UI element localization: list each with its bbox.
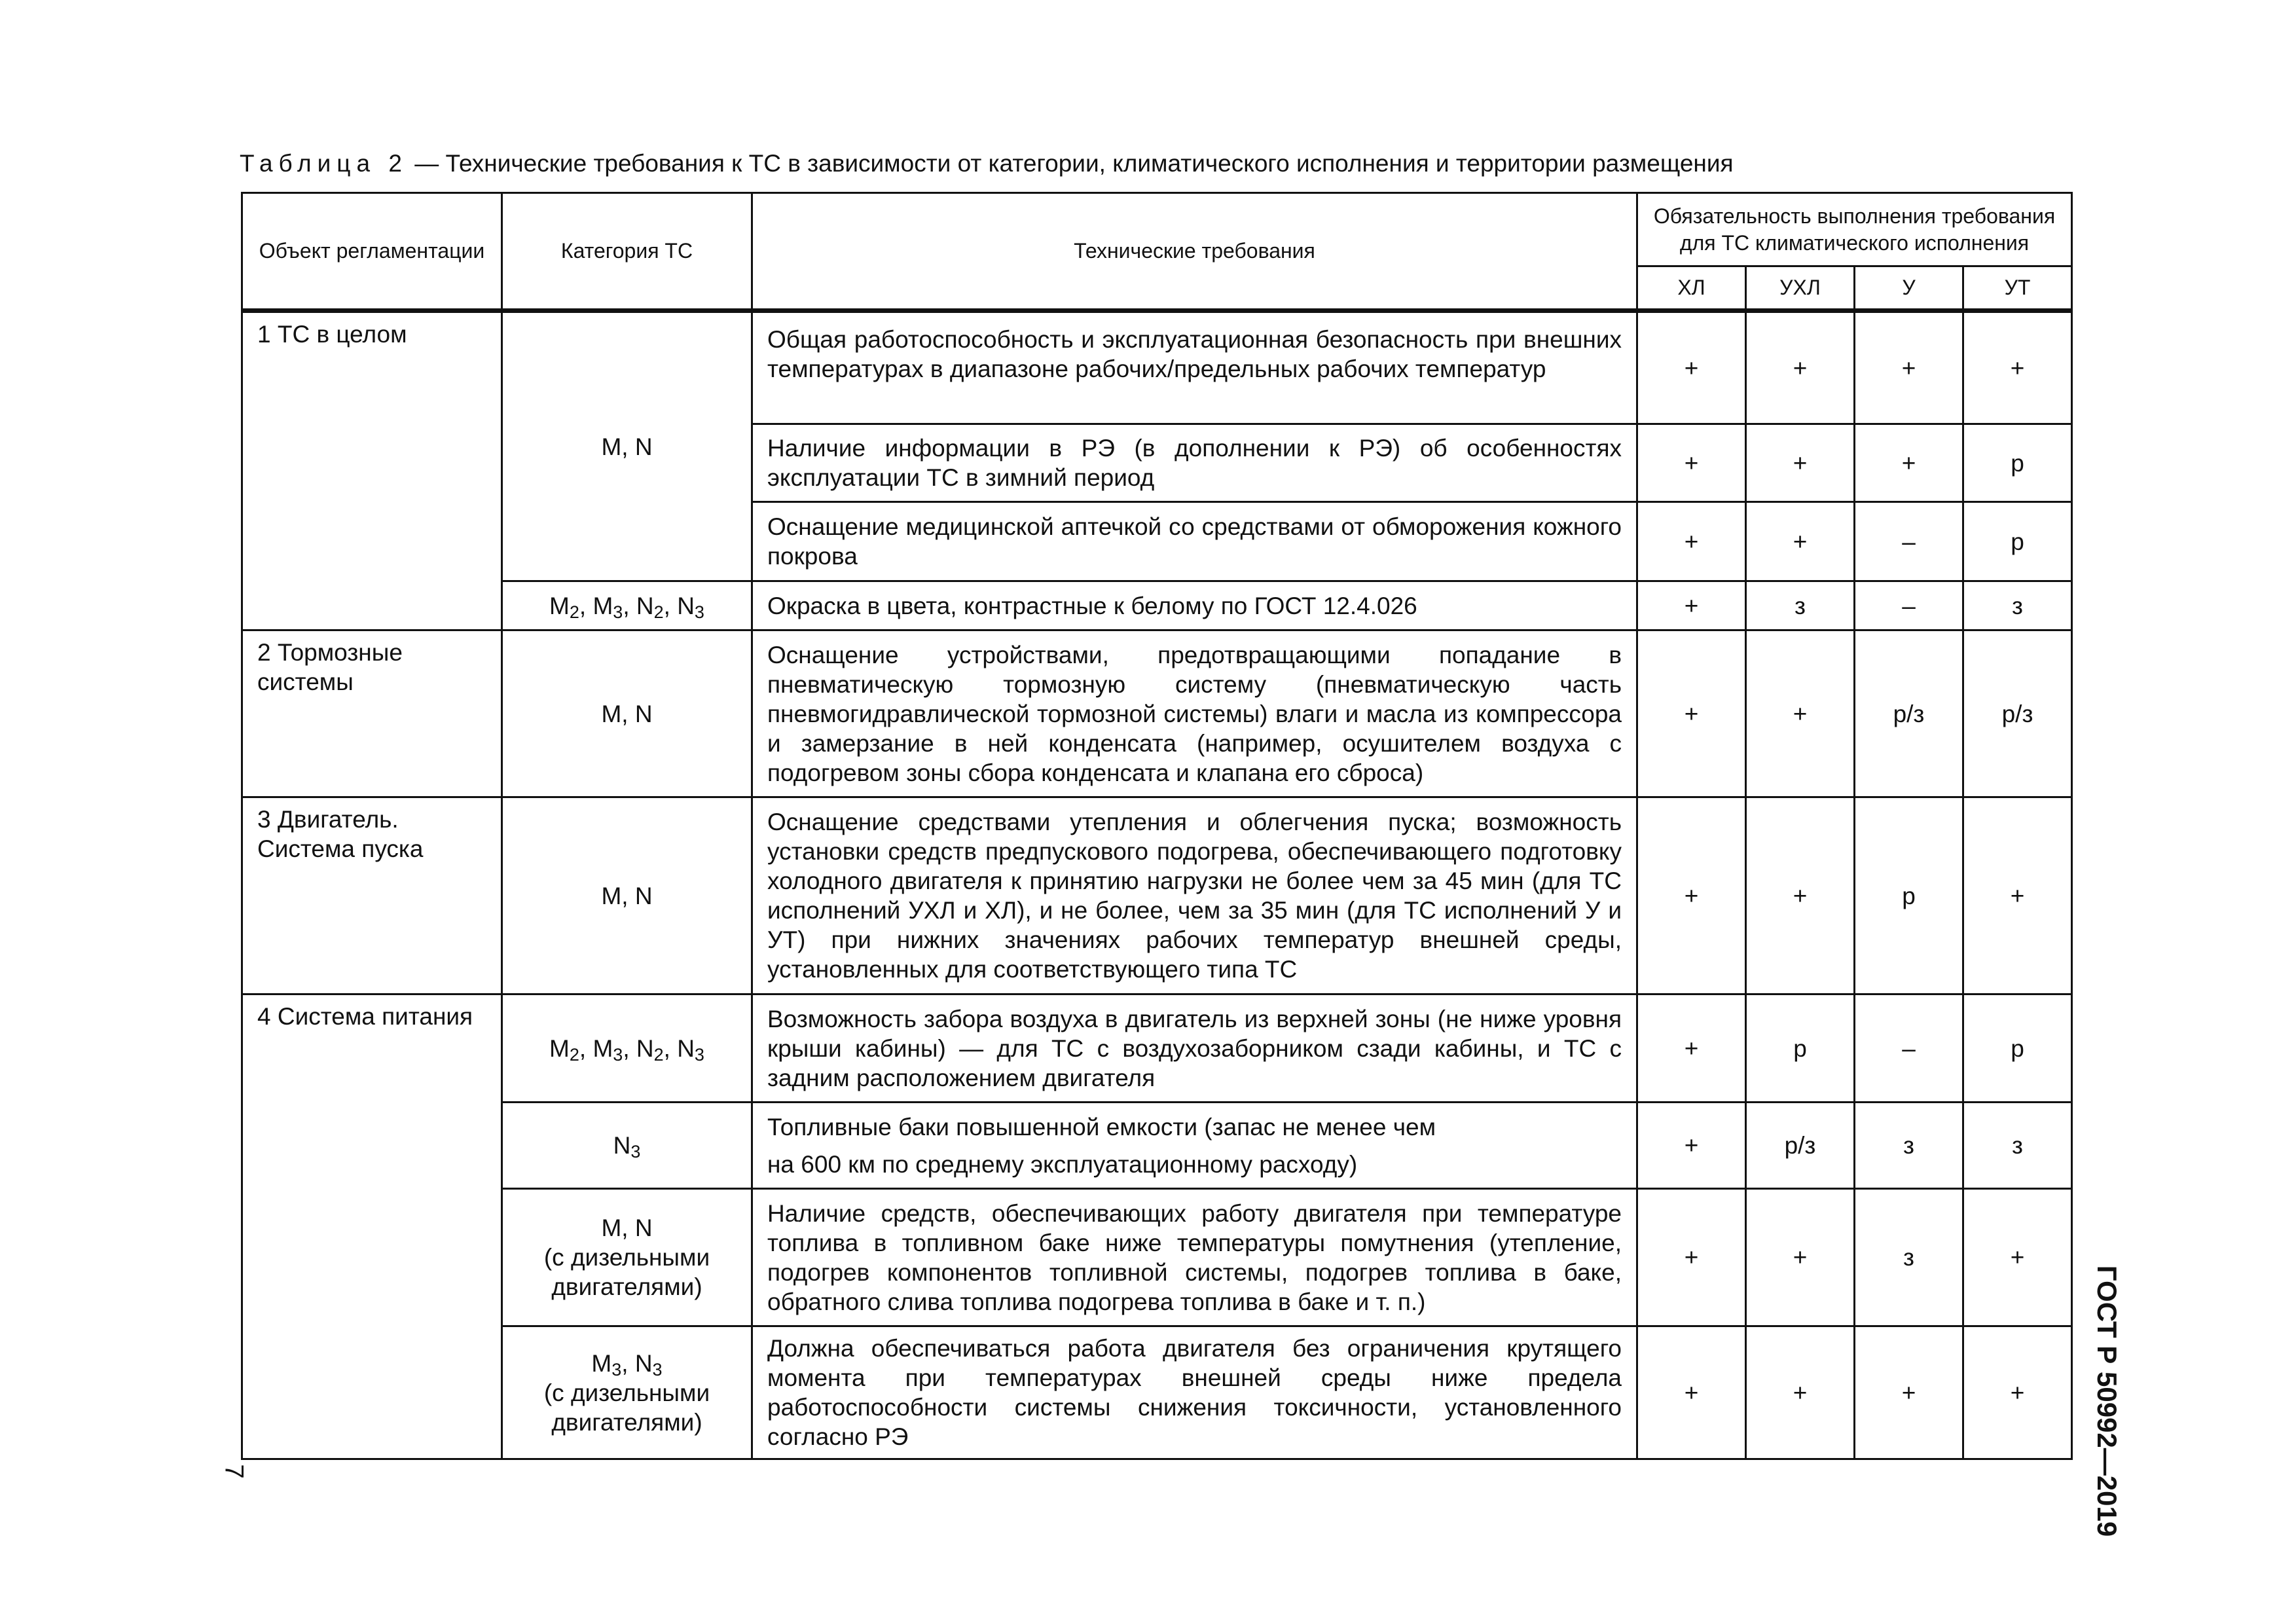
mark-ut: р: [1963, 502, 2072, 581]
mark-uhl: р: [1746, 994, 1855, 1103]
header-category: Категория ТС: [502, 193, 752, 311]
category-cell: M, N (с дизельными двигателями): [502, 1189, 752, 1326]
mark-ut: р: [1963, 424, 2072, 502]
object-cell: 3 Двигатель. Система пуска: [242, 797, 502, 994]
mark-u: р/з: [1855, 630, 1963, 797]
mark-uhl: р/з: [1746, 1103, 1855, 1189]
mark-u: –: [1855, 502, 1963, 581]
mark-hl: +: [1637, 994, 1746, 1103]
mark-u: +: [1855, 311, 1963, 424]
mark-uhl: +: [1746, 311, 1855, 424]
table-caption-text: — Технические требования к ТС в зависимости от категории, климатического исполнения и территории размещения: [407, 150, 1734, 177]
mark-u: з: [1855, 1103, 1963, 1189]
header-climate-ut: УТ: [1963, 266, 2072, 311]
object-cell: 1 ТС в целом: [242, 311, 502, 630]
page-number: 7: [219, 1464, 249, 1479]
standard-designation: ГОСТ Р 50992—2019: [2092, 1265, 2123, 1537]
category-cell: M, N: [502, 797, 752, 994]
table-row: [242, 630, 2072, 797]
category-cell: $N_3$: [502, 1103, 752, 1189]
mark-ut: +: [1963, 797, 2072, 994]
mark-hl: +: [1637, 1189, 1746, 1326]
category-cell: $M_2$, $M_3$, $N_2$, $N_3$: [502, 581, 752, 630]
header-climate-hl: ХЛ: [1637, 266, 1746, 311]
mark-hl: +: [1637, 1103, 1746, 1189]
mark-uhl: +: [1746, 424, 1855, 502]
mark-hl: +: [1637, 311, 1746, 424]
mark-hl: +: [1637, 1326, 1746, 1459]
requirement-text: Оснащение медицинской аптечкой со средствами от обморожения кожного покрова: [752, 502, 1637, 581]
mark-ut: р: [1963, 994, 2072, 1103]
header-object: Объект регламентации: [242, 193, 502, 311]
mark-ut: з: [1963, 1103, 2072, 1189]
mark-hl: +: [1637, 581, 1746, 630]
mark-hl: +: [1637, 630, 1746, 797]
mark-ut: +: [1963, 311, 2072, 424]
header-climate-u: У: [1855, 266, 1963, 311]
header-mandatory: Обязательность выполнения требования для ТС климатического исполнения: [1637, 193, 2072, 266]
table-row: [242, 797, 2072, 994]
requirement-text: Оснащение средствами утепления и облегчения пуска; возможность установки средств предпускового подогрева, обеспечивающего подготовку холодного двигателя к принятию нагрузки не более чем за 45 мин (для ТС исполнений УХЛ и ХЛ), и не более, чем за 35 мин (для ТС исполнений У и УТ) при нижних значениях рабочих температур внешней среды, установленных для соответствующего типа ТС: [752, 797, 1637, 994]
mark-u: з: [1855, 1189, 1963, 1326]
mark-u: –: [1855, 581, 1963, 630]
mark-hl: +: [1637, 797, 1746, 994]
table-caption: [240, 148, 2073, 179]
table-row: [242, 1103, 2072, 1189]
mark-hl: +: [1637, 424, 1746, 502]
table-row: [242, 581, 2072, 630]
object-cell: 4 Система питания: [242, 994, 502, 1459]
mark-hl: +: [1637, 502, 1746, 581]
table-row: [242, 994, 2072, 1103]
header-requirements: Технические требования: [752, 193, 1637, 311]
requirement-text: Должна обеспечиваться работа двигателя без ограничения крутящего момента при температурах внешней среды ниже предела работоспособности системы снижения токсичности, установленного согласно РЭ: [752, 1326, 1637, 1459]
mark-u: р: [1855, 797, 1963, 994]
mark-ut: р/з: [1963, 630, 2072, 797]
requirements-table: [241, 192, 2073, 1460]
requirement-text: Окраска в цвета, контрастные к белому по ГОСТ 12.4.026: [752, 581, 1637, 630]
mark-uhl: +: [1746, 797, 1855, 994]
requirement-text: Наличие средств, обеспечивающих работу двигателя при температуре топлива в топливном баке ниже температуры помутнения (утепление, подогрев компонентов топливной системы, подогрев топлива в баке, обратного слива топлива подогрева топлива в баке и т. п.): [752, 1189, 1637, 1326]
mark-ut: з: [1963, 581, 2072, 630]
mark-uhl: +: [1746, 502, 1855, 581]
mark-u: +: [1855, 424, 1963, 502]
category-cell: $M_2$, $M_3$, $N_2$, $N_3$: [502, 994, 752, 1103]
mark-u: –: [1855, 994, 1963, 1103]
requirement-text: Наличие информации в РЭ (в дополнении к РЭ) об особенностях эксплуатации ТС в зимний период: [752, 424, 1637, 502]
object-cell: 2 Тормозные системы: [242, 630, 502, 797]
mark-uhl: з: [1746, 581, 1855, 630]
mark-uhl: +: [1746, 1326, 1855, 1459]
category-cell: M, N: [502, 311, 752, 581]
mark-ut: +: [1963, 1326, 2072, 1459]
requirement-text: Возможность забора воздуха в двигатель из верхней зоны (не ниже уровня крыши кабины) — для ТС с воздухозаборником сзади кабины, и ТС с задним расположением двигателя: [752, 994, 1637, 1103]
mark-u: +: [1855, 1326, 1963, 1459]
requirement-text: Топливные баки повышенной емкости (запас не менее чем на 600 км по среднему эксплуатационному расходу): [752, 1103, 1637, 1189]
category-cell: $M_3$, $N_3$ (с дизельными двигателями): [502, 1326, 752, 1459]
requirement-text: Оснащение устройствами, предотвращающими попадание в пневматическую тормозную систему (пневматическую часть пневмогидравлической тормозной системы) влаги и масла из компрессора и замерзание в ней конденсата (например, осушителем воздуха с подогревом зоны сбора конденсата и клапана его сброса): [752, 630, 1637, 797]
requirement-text: Общая работоспособность и эксплуатационная безопасность при внешних температурах в диапазоне рабочих/предельных рабочих температур: [752, 311, 1637, 424]
category-cell: M, N: [502, 630, 752, 797]
table-row: [242, 311, 2072, 424]
table-row: [242, 1326, 2072, 1459]
mark-ut: +: [1963, 1189, 2072, 1326]
header-climate-uhl: УХЛ: [1746, 266, 1855, 311]
mark-uhl: +: [1746, 1189, 1855, 1326]
table-caption-lead: Таблица 2: [240, 150, 408, 177]
table-row: [242, 1189, 2072, 1326]
mark-uhl: +: [1746, 630, 1855, 797]
